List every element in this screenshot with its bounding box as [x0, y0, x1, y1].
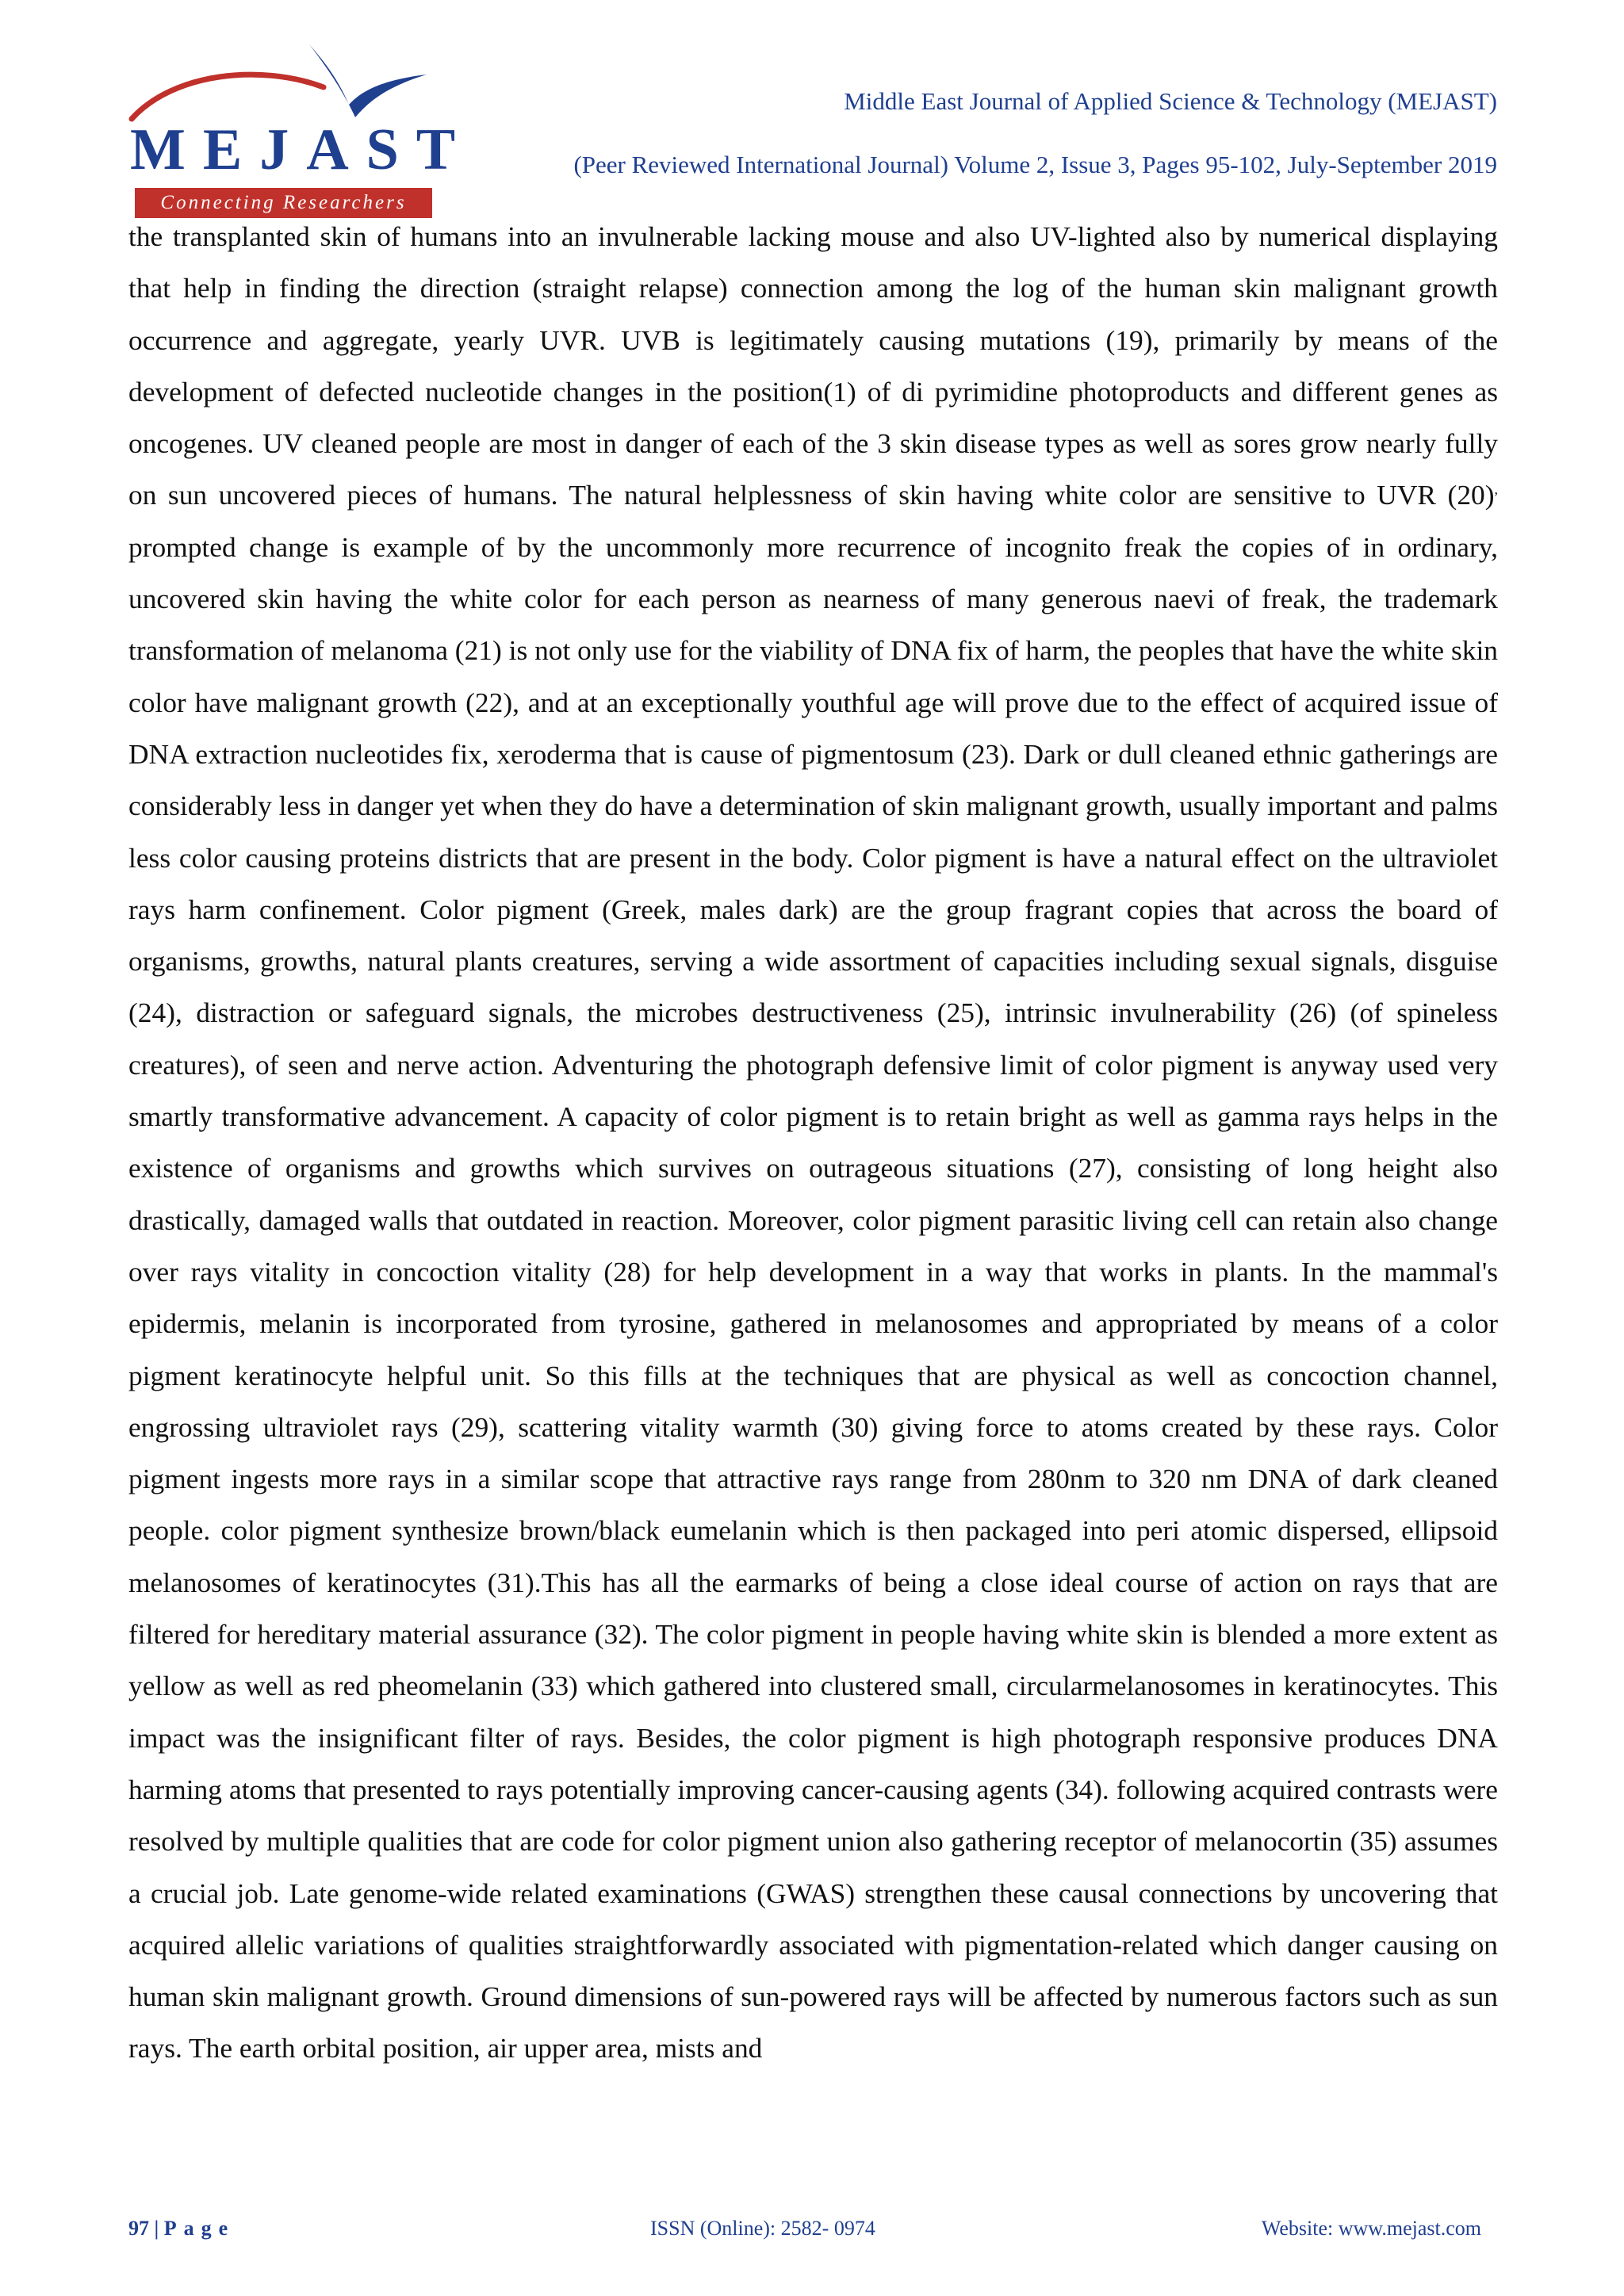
- page-footer: [0, 2204, 1624, 2252]
- body-text-part-2: prompted change is example of by the uncommonly more recurrence of incognito freak the copies of in ordinary, uncovered skin having the white color for each person as nearness of many generous naevi of freak, the trademark transformation of melanoma (21) is not only use for the viability of DNA fix of harm, the peoples that have the white skin color have malignant growth (22), and at an exceptionally youthful age will prove due to the effect of acquired issue of DNA extraction nucleotides fix, xeroderma that is cause of pigmentosum (23). Dark or dull cleaned ethnic gatherings are considerably less in danger yet when they do have a determination of skin malignant growth, usually important and palms less color causing proteins districts that are present in the body. Color pigment is have a natural effect on the ultraviolet rays harm confinement. Color pigment (Greek, males dark) are the group fragrant copies that across the board of organisms, growths, natural plants creatures, serving a wide assortment of capacities including sexual signals, disguise (24), distraction or safeguard signals, the microbes destructiveness (25), intrinsic invulnerability (26) (of spineless creatures), of seen and nerve action. Adventuring the photograph defensive limit of color pigment is anyway used very smartly transformative advancement. A capacity of color pigment is to retain bright as well as gamma rays helps in the existence of organisms and growths which survives on outrageous situations (27), consisting of long height also drastically, damaged walls that outdated in reaction. Moreover, color pigment parasitic living cell can retain also change over rays vitality in concoction vitality (28) for help development in a way that works in plants. In the mammal's epidermis, melanin is incorporated from tyrosine, gathered in melanosomes and appropriated by means of a color pigment keratinocyte helpful unit. So this fills at the techniques that are physical as well as concoction channel, engrossing ultraviolet rays (29), scattering vitality warmth (30) giving force to atoms created by these rays. Color pigment ingests more rays in a similar scope that attractive rays range from 280nm to 320 nm DNA of dark cleaned people. color pigment synthesize brown/black eumelanin which is then packaged into peri atomic dispersed, ellipsoid melanosomes of keratinocytes (31).This has all the earmarks of being a close ideal course of action on rays that are filtered for hereditary material assurance (32). The color pigment in people having white skin is blended a more extent as yellow as well as red pheomelanin (33) which gathered into clustered small, circularmelanosomes in keratinocytes. This impact was the insignificant filter of rays. Besides, the color pigment is high photograph responsive produces DNA harming atoms that presented to rays potentially improving cancer-causing agents (34). following acquired contrasts were resolved by multiple qualities that are code for color pigment union also gathering receptor of melanocortin (35) assumes a crucial job. Late genome-wide related examinations (GWAS) strengthen these causal connections by uncovering that acquired allelic variations of qualities straightforwardly associated with pigmentation-related which danger causing on human skin malignant growth. Ground dimensions of sun-powered rays will be affected by numerous factors such as sun rays. The earth orbital position, air upper area, mists and: [128, 530, 1498, 2064]
- logo-wordmark: MEJAST: [130, 117, 473, 182]
- journal-issue: (Peer Reviewed International Journal) Volume 2, Issue 3, Pages 95-102, July-September 2019: [573, 151, 1497, 178]
- footer-website: Website: www.mejast.com: [1261, 2217, 1481, 2240]
- body-paragraph: [128, 211, 1498, 2075]
- journal-name: Middle East Journal of Applied Science & Technology (MEJAST): [844, 87, 1497, 115]
- mejast-logo: [125, 41, 473, 213]
- page-header: [0, 0, 1624, 213]
- footer-page-number: [128, 2217, 235, 2241]
- body-text-part-1: the transplanted skin of humans into an invulnerable lacking mouse and also UV-lighted also by numerical displaying that help in finding the direction (straight relapse) connection among the log of the human skin malignant growth occurrence and aggregate, yearly UVR. UVB is legitimately causing mutations (19), primarily by means of the development of defected nucleotide changes in the position(1) of di pyrimidine photoproducts and different genes as oncogenes. UV cleaned people are most in danger of each of the 3 skin disease types as well as sores grow nearly fully on sun uncovered pieces of humans. The natural helplessness of skin having white color are sensitive to UVR (20): [128, 220, 1498, 511]
- page-word: Page: [163, 2217, 236, 2240]
- body-superscript: ,: [1494, 481, 1498, 498]
- page-number: 97: [128, 2217, 149, 2240]
- footer-issn: ISSN (Online): 2582- 0974: [650, 2217, 875, 2240]
- page-separator: |: [149, 2217, 164, 2240]
- logo-tagline: Connecting Researchers: [135, 188, 432, 218]
